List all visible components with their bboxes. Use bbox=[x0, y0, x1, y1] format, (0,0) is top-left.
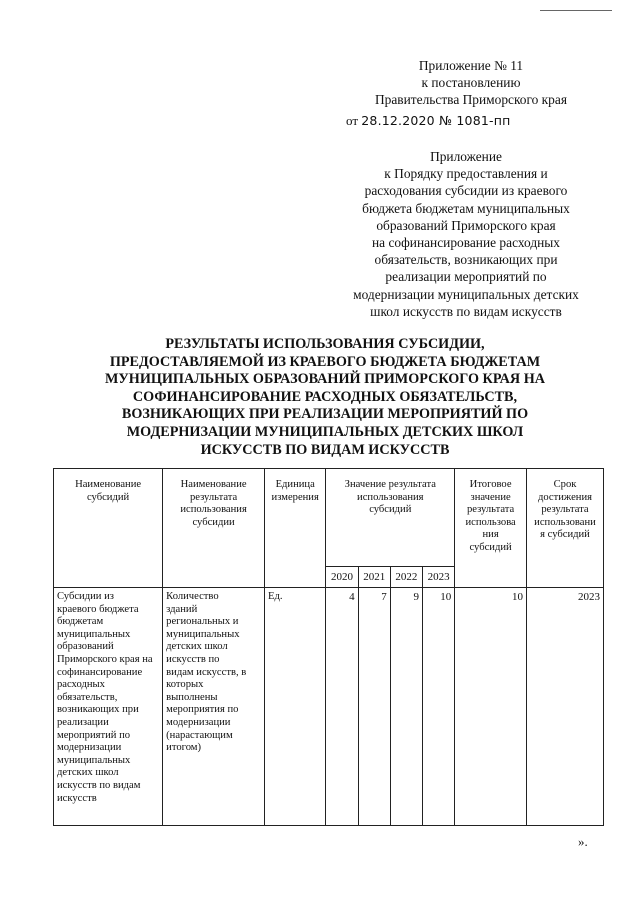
cell-line: мероприятия по bbox=[166, 704, 239, 716]
cell-line: мероприятий по bbox=[57, 729, 131, 741]
title-line: МУНИЦИПАЛЬНЫХ ОБРАЗОВАНИЙ ПРИМОРСКОГО КРАЯ НА bbox=[104, 371, 545, 388]
title-line: ПРЕДОСТАВЛЯЕМОЙ ИЗ КРАЕВОГО БЮДЖЕТА БЮДЖЕТАМ bbox=[109, 353, 541, 370]
header-unit bbox=[265, 469, 326, 588]
cell-value-2020: 4 bbox=[326, 588, 358, 826]
decree-number: 28.12.2020 № 1081-пп bbox=[361, 113, 511, 128]
header-text: использова bbox=[465, 516, 516, 528]
top-edge-mark bbox=[540, 10, 612, 11]
cell-line: искусств по bbox=[166, 653, 220, 665]
header-text: субсидий bbox=[469, 541, 512, 553]
header-text: субсидий bbox=[86, 491, 130, 503]
appendix-line: обязательств, возникающих при bbox=[374, 252, 558, 268]
cell-result-name bbox=[163, 588, 265, 826]
cell-line: модернизации bbox=[166, 716, 231, 728]
cell-deadline: 2023 bbox=[526, 588, 603, 826]
header-result-name bbox=[163, 469, 265, 588]
cell-line: реализации bbox=[57, 716, 109, 728]
header-text: Наименование bbox=[75, 479, 142, 490]
cell-line: муниципальных bbox=[57, 628, 131, 640]
header-text: ния bbox=[482, 529, 499, 541]
year-2022: 2022 bbox=[390, 567, 422, 588]
header-value bbox=[326, 469, 455, 567]
year-2020: 2020 bbox=[326, 567, 358, 588]
cell-line: (нарастающим bbox=[166, 729, 233, 741]
cell-line: Приморского края на bbox=[57, 653, 153, 665]
appendix-line: на софинансирование расходных bbox=[372, 235, 560, 251]
header-text: субсидии bbox=[192, 516, 235, 528]
cell-line: образований bbox=[57, 641, 114, 653]
appendix-11-line: Приложение № 11 bbox=[418, 58, 524, 73]
header-text: использовани bbox=[534, 516, 596, 528]
header-text: результата bbox=[189, 491, 238, 503]
closing-quote: ». bbox=[578, 834, 588, 849]
title-line: РЕЗУЛЬТАТЫ ИСПОЛЬЗОВАНИЯ СУБСИДИИ, bbox=[165, 336, 485, 352]
appendix-line: бюджета бюджетам муниципальных bbox=[362, 200, 570, 216]
appendix-line: реализации мероприятий по bbox=[385, 269, 547, 285]
cell-subsidy-name bbox=[54, 588, 163, 826]
cell-line: искусств bbox=[57, 792, 97, 804]
appendix-line: расходования субсидии из краевого bbox=[364, 183, 568, 199]
cell-value-2021: 7 bbox=[358, 588, 390, 826]
cell-line: муниципальных bbox=[57, 754, 131, 766]
cell-line: модернизации bbox=[57, 742, 122, 754]
cell-line: возникающих при bbox=[57, 704, 139, 716]
header-text: субсидий bbox=[369, 504, 412, 516]
results-table bbox=[53, 468, 604, 826]
header-text: использования bbox=[180, 504, 247, 516]
appendix-line: модернизации муниципальных детских bbox=[353, 286, 579, 302]
title-line: СОФИНАНСИРОВАНИЕ РАСХОДНЫХ ОБЯЗАТЕЛЬСТВ, bbox=[132, 388, 518, 405]
cell-line: расходных bbox=[57, 679, 105, 691]
cell-unit: Ед. bbox=[265, 588, 326, 826]
appendix-header bbox=[320, 148, 612, 320]
cell-value-2023: 10 bbox=[423, 588, 455, 826]
cell-line: которых bbox=[166, 679, 204, 691]
header-text: использования bbox=[357, 491, 424, 503]
header-text: я субсидий bbox=[540, 529, 590, 541]
appendix-line: школ искусств по видам искусств bbox=[370, 303, 562, 319]
appendix-line: к Порядку предоставления и bbox=[384, 166, 548, 182]
header-text: Итоговое bbox=[469, 479, 512, 490]
cell-value-2022: 9 bbox=[390, 588, 422, 826]
header-text: Наименование bbox=[180, 479, 247, 490]
cell-line: Субсидии из bbox=[57, 591, 114, 602]
header-subsidy-name bbox=[54, 469, 163, 588]
header-text: результата bbox=[466, 504, 515, 516]
year-2023: 2023 bbox=[423, 567, 455, 588]
header-text: Срок bbox=[553, 479, 577, 490]
header-text: Значение результата bbox=[344, 479, 436, 490]
cell-line: муниципальных bbox=[166, 628, 240, 640]
cell-line: зданий bbox=[166, 603, 198, 615]
title-line: ИСКУССТВ ПО ВИДАМ ИСКУССТВ bbox=[200, 441, 450, 458]
header-deadline bbox=[526, 469, 603, 588]
header-text: Единица bbox=[275, 479, 315, 490]
appendix-line: Приложение bbox=[430, 149, 502, 164]
cell-line: итогом) bbox=[166, 742, 202, 754]
header-total bbox=[455, 469, 527, 588]
cell-total: 10 bbox=[455, 588, 527, 826]
cell-line: Количество bbox=[166, 591, 219, 602]
header-text: измерения bbox=[271, 491, 319, 503]
appendix-line: образований Приморского края bbox=[376, 217, 556, 233]
year-2021: 2021 bbox=[358, 567, 390, 588]
header-text: достижения bbox=[537, 491, 593, 503]
cell-line: краевого бюджета bbox=[57, 603, 139, 615]
header-text: значение bbox=[470, 491, 511, 503]
title-line: МОДЕРНИЗАЦИИ МУНИЦИПАЛЬНЫХ ДЕТСКИХ ШКОЛ bbox=[126, 423, 524, 440]
cell-line: региональных и bbox=[166, 616, 239, 628]
decree-prefix: от bbox=[346, 113, 359, 128]
cell-line: бюджетам bbox=[57, 616, 104, 628]
table-row bbox=[54, 588, 604, 826]
cell-line: выполнены bbox=[166, 691, 218, 703]
cell-line: софинансирование bbox=[57, 666, 143, 678]
cell-line: видам искусств, в bbox=[166, 666, 247, 678]
header-text: результата bbox=[541, 504, 589, 516]
document-title bbox=[60, 336, 590, 459]
appendix-11-line: к постановлению bbox=[421, 75, 521, 91]
cell-line: обязательств, bbox=[57, 691, 118, 703]
appendix-11-header bbox=[330, 57, 612, 109]
appendix-11-line: Правительства Приморского края bbox=[375, 92, 567, 108]
cell-line: детских школ bbox=[166, 641, 228, 653]
cell-line: искусств по видам bbox=[57, 779, 141, 791]
decree-line bbox=[346, 113, 513, 129]
cell-line: детских школ bbox=[57, 767, 119, 779]
title-line: ВОЗНИКАЮЩИХ ПРИ РЕАЛИЗАЦИИ МЕРОПРИЯТИЙ ПО bbox=[121, 406, 529, 423]
